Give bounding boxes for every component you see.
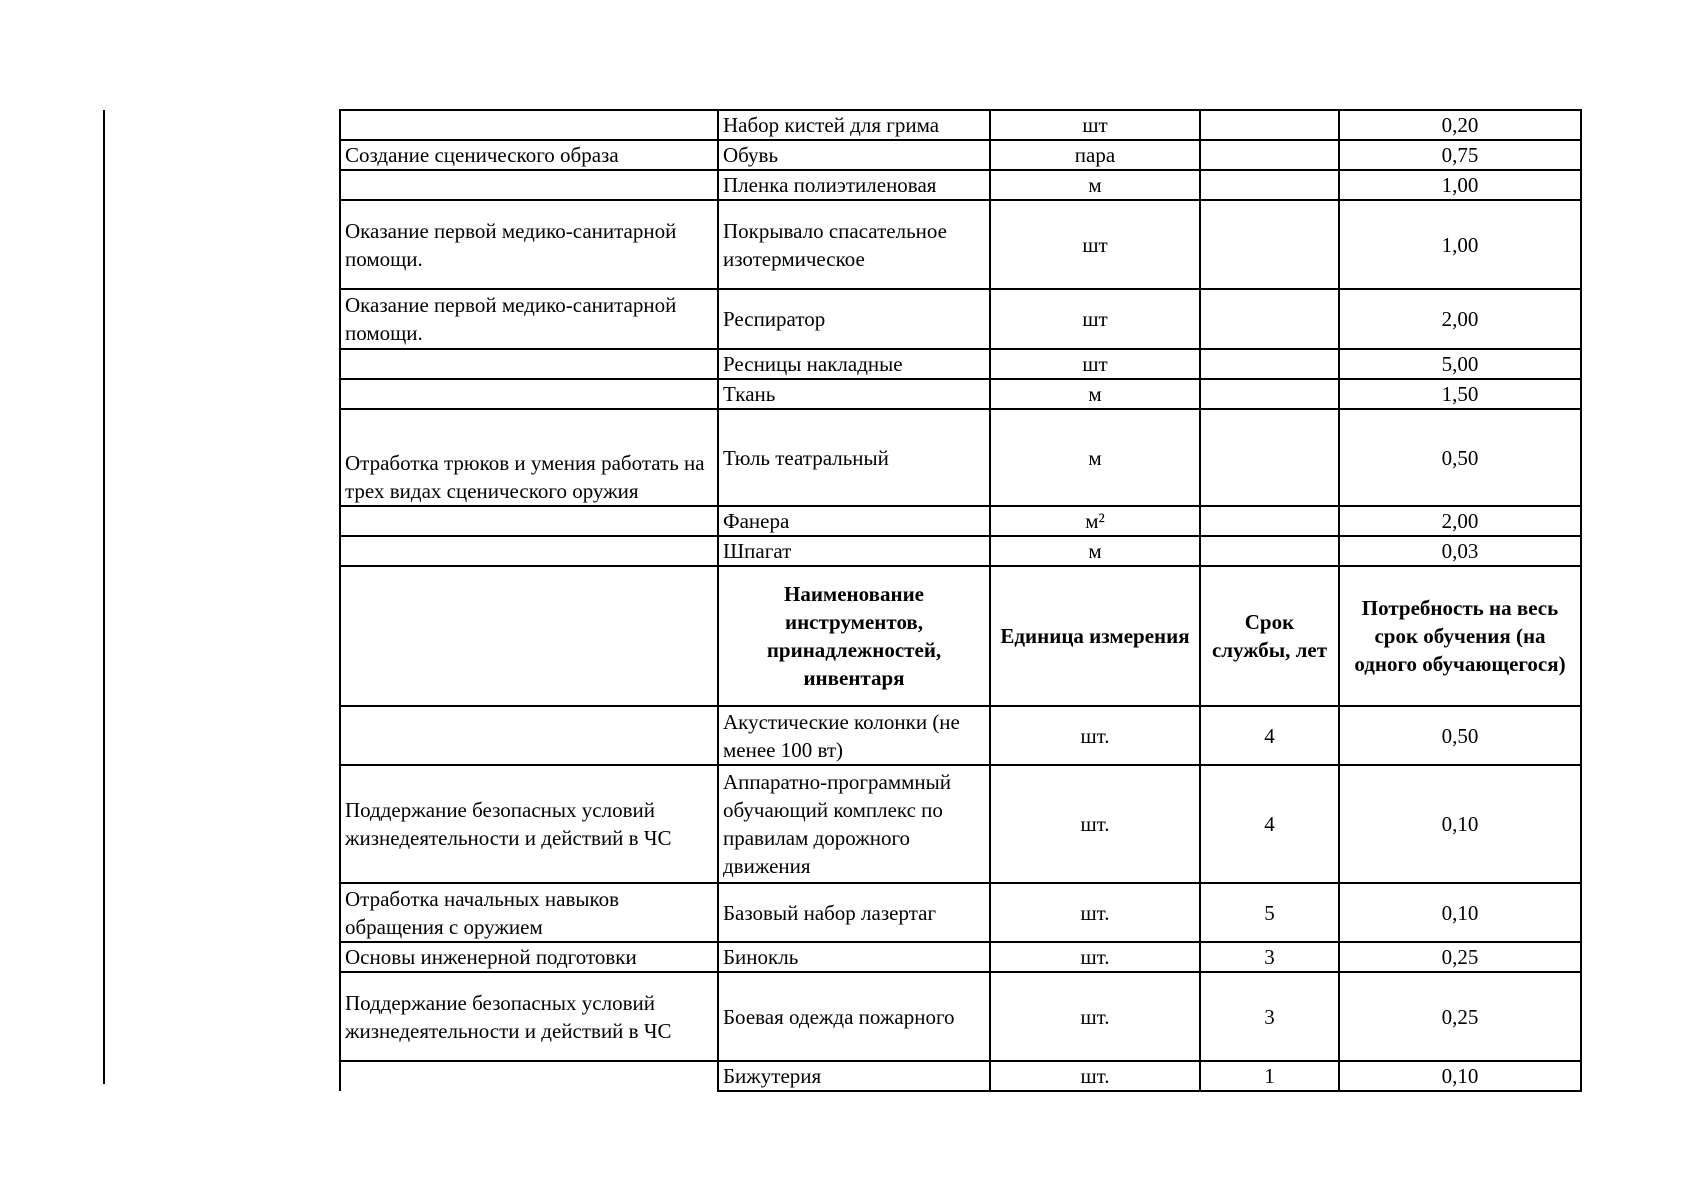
quantity-cell: 0,10 — [1339, 1061, 1581, 1091]
service-life-cell — [1200, 140, 1339, 170]
page-margin-line — [103, 110, 105, 1084]
service-life-cell: 3 — [1200, 942, 1339, 972]
quantity-cell: 0,20 — [1339, 110, 1581, 140]
unit-cell: м — [990, 170, 1200, 200]
quantity-cell: 5,00 — [1339, 349, 1581, 379]
quantity-cell: 0,25 — [1339, 942, 1581, 972]
unit-cell: шт — [990, 200, 1200, 289]
unit-cell: шт — [990, 289, 1200, 349]
quantity-cell: 0,75 — [1339, 140, 1581, 170]
unit-cell: шт. — [990, 706, 1200, 765]
table-row — [340, 110, 1581, 140]
header-purpose-cell — [340, 566, 718, 706]
purpose-cell — [340, 110, 718, 140]
table-row — [340, 379, 1581, 409]
item-name-cell: Боевая одежда пожарного — [718, 972, 990, 1061]
item-name-cell: Бижутерия — [718, 1061, 990, 1091]
service-life-cell — [1200, 349, 1339, 379]
table-row — [340, 1061, 1581, 1091]
purpose-cell — [340, 536, 718, 566]
service-life-cell — [1200, 409, 1339, 506]
table-row — [340, 536, 1581, 566]
service-life-cell — [1200, 506, 1339, 536]
unit-cell: м — [990, 379, 1200, 409]
table-header-row — [340, 566, 1581, 706]
item-name-cell: Покрывало спасательное изотермическое — [718, 200, 990, 289]
item-name-cell: Бинокль — [718, 942, 990, 972]
unit-cell: шт. — [990, 883, 1200, 942]
purpose-cell: Оказание первой медико-санитарной помощи. — [340, 289, 718, 349]
item-name-cell: Аппаратно-программный обучающий комплекс по правилам дорожного движения — [718, 765, 990, 883]
item-name-cell: Набор кистей для грима — [718, 110, 990, 140]
quantity-cell: 0,25 — [1339, 972, 1581, 1061]
purpose-cell: Оказание первой медико-санитарной помощи. — [340, 200, 718, 289]
unit-cell: м — [990, 409, 1200, 506]
table-row — [340, 170, 1581, 200]
header-service-life: Срок службы, лет — [1200, 566, 1339, 706]
item-name-cell: Базовый набор лазертаг — [718, 883, 990, 942]
table-row — [340, 942, 1581, 972]
service-life-cell: 1 — [1200, 1061, 1339, 1091]
service-life-cell — [1200, 110, 1339, 140]
header-unit: Единица измерения — [990, 566, 1200, 706]
purpose-cell — [340, 170, 718, 200]
service-life-cell — [1200, 536, 1339, 566]
service-life-cell: 3 — [1200, 972, 1339, 1061]
header-quantity: Потребность на весь срок обучения (на одного обучающегося) — [1339, 566, 1581, 706]
purpose-cell: Отработка начальных навыков обращения с оружием — [340, 883, 718, 942]
table-row — [340, 140, 1581, 170]
unit-cell: шт. — [990, 1061, 1200, 1091]
quantity-cell: 0,50 — [1339, 706, 1581, 765]
quantity-cell: 1,00 — [1339, 200, 1581, 289]
purpose-cell: Основы инженерной подготовки — [340, 942, 718, 972]
purpose-cell: Поддержание безопасных условий жизнедеятельности и действий в ЧС — [340, 972, 718, 1061]
table-row — [340, 200, 1581, 289]
quantity-cell: 0,03 — [1339, 536, 1581, 566]
purpose-cell: Поддержание безопасных условий жизнедеятельности и действий в ЧС — [340, 765, 718, 883]
purpose-cell — [340, 349, 718, 379]
item-name-cell: Обувь — [718, 140, 990, 170]
unit-cell: шт. — [990, 972, 1200, 1061]
item-name-cell: Шпагат — [718, 536, 990, 566]
unit-cell: пара — [990, 140, 1200, 170]
purpose-cell: Создание сценического образа — [340, 140, 718, 170]
item-name-cell: Фанера — [718, 506, 990, 536]
unit-cell: шт. — [990, 942, 1200, 972]
quantity-cell: 1,50 — [1339, 379, 1581, 409]
table-row — [340, 289, 1581, 349]
unit-cell: шт. — [990, 765, 1200, 883]
item-name-cell: Ресницы накладные — [718, 349, 990, 379]
quantity-cell: 1,00 — [1339, 170, 1581, 200]
unit-cell: м² — [990, 506, 1200, 536]
quantity-cell: 2,00 — [1339, 289, 1581, 349]
item-name-cell: Тюль театральный — [718, 409, 990, 506]
table-row — [340, 349, 1581, 379]
service-life-cell — [1200, 170, 1339, 200]
equipment-table — [339, 109, 1582, 1092]
item-name-cell: Пленка полиэтиленовая — [718, 170, 990, 200]
quantity-cell: 0,10 — [1339, 883, 1581, 942]
item-name-cell: Ткань — [718, 379, 990, 409]
service-life-cell — [1200, 379, 1339, 409]
item-name-cell: Респиратор — [718, 289, 990, 349]
table-row — [340, 506, 1581, 536]
unit-cell: шт — [990, 349, 1200, 379]
purpose-cell — [340, 506, 718, 536]
table-row — [340, 706, 1581, 765]
service-life-cell — [1200, 200, 1339, 289]
table-row — [340, 883, 1581, 942]
header-item-name: Наименование инструментов, принадлежностей, инвентаря — [718, 566, 990, 706]
purpose-cell: Отработка трюков и умения работать на трех видах сценического оружия — [340, 409, 718, 506]
table-row — [340, 409, 1581, 506]
service-life-cell: 4 — [1200, 706, 1339, 765]
service-life-cell — [1200, 289, 1339, 349]
unit-cell: м — [990, 536, 1200, 566]
table-row — [340, 765, 1581, 883]
quantity-cell: 0,10 — [1339, 765, 1581, 883]
purpose-cell — [340, 1061, 718, 1091]
unit-cell: шт — [990, 110, 1200, 140]
purpose-cell — [340, 706, 718, 765]
quantity-cell: 2,00 — [1339, 506, 1581, 536]
item-name-cell: Акустические колонки (не менее 100 вт) — [718, 706, 990, 765]
quantity-cell: 0,50 — [1339, 409, 1581, 506]
service-life-cell: 4 — [1200, 765, 1339, 883]
service-life-cell: 5 — [1200, 883, 1339, 942]
purpose-cell — [340, 379, 718, 409]
table-row — [340, 972, 1581, 1061]
